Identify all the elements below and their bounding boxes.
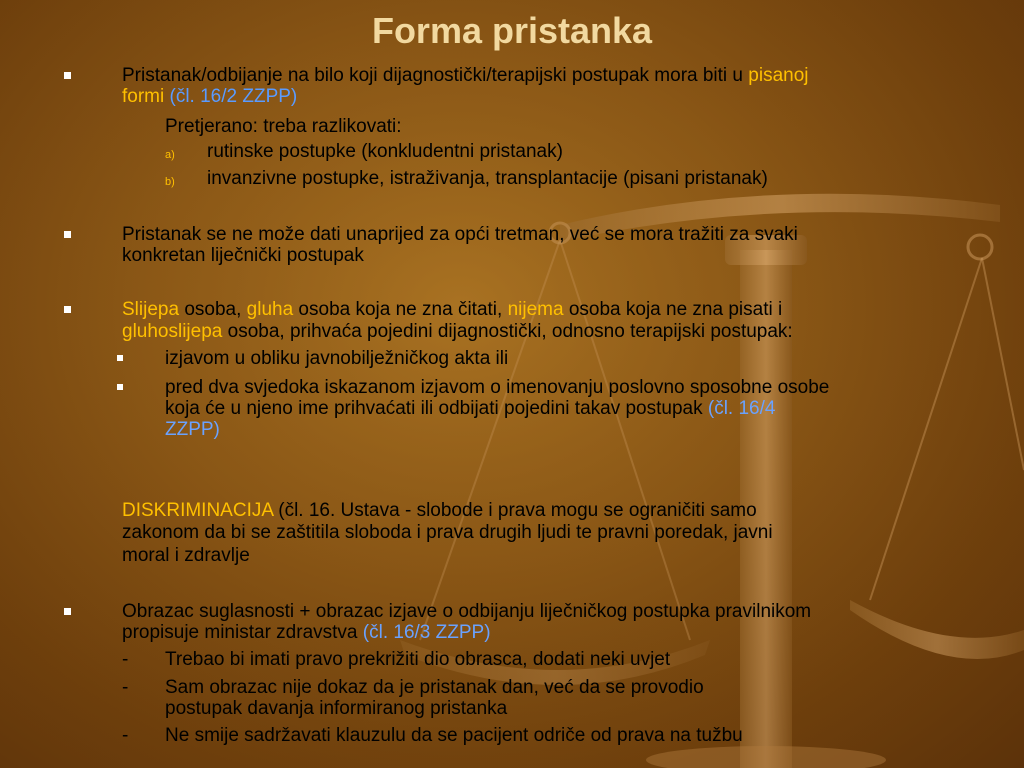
- bullet-3-text: osoba, prihvaća pojedini dijagnostički, odnosno terapijski postupak:: [222, 321, 793, 342]
- sub-bullet-1: izjavom u obliku javnobilježničkog akta ili: [165, 348, 509, 369]
- list-item-a: rutinske postupke (konkludentni pristanak): [207, 141, 563, 162]
- dash-item-2-line-2: postupak davanja informiranog pristanka: [165, 698, 508, 719]
- bullet-3-line-2: [122, 321, 793, 343]
- discrimination-line-3: moral i zdravlje: [122, 545, 250, 566]
- law-reference: (čl. 16/3 ZZPP): [362, 622, 491, 643]
- list-item-b: invanzivne postupke, istraživanja, transplantacije (pisani pristanak): [207, 168, 768, 189]
- sub-bullet-2-text: koja će u njeno ime prihvaćati ili odbijati pojedini takav postupak: [165, 398, 708, 419]
- list-label-a: a): [165, 149, 175, 161]
- dash-marker: -: [122, 677, 129, 698]
- sub-bullet-square: [117, 384, 123, 390]
- law-reference: (čl. 16/2 ZZPP): [164, 86, 298, 107]
- discrimination-line-2: zakonom da bi se zaštitila sloboda i prava drugih ljudi te pravni poredak, javni: [122, 522, 773, 543]
- dash-marker: -: [122, 649, 129, 670]
- sub-bullet-2-line-2: [165, 398, 775, 420]
- sub-bullet-square: [117, 355, 123, 361]
- law-reference-cont: ZZPP): [165, 419, 220, 440]
- dash-item-1: Trebao bi imati pravo prekrižiti dio obrasca, dodati neki uvjet: [165, 649, 671, 670]
- highlight-slijepa: Slijepa: [122, 299, 180, 320]
- bullet-square: [64, 306, 71, 313]
- bullet-2-line-1: Pristanak se ne može dati unaprijed za opći tretman, već se mora tražiti za svaki: [122, 224, 798, 245]
- bullet-2-line-2: konkretan liječnički postupak: [122, 245, 364, 266]
- highlight-diskriminacija: DISKRIMINACIJA: [122, 500, 273, 521]
- bullet-square: [64, 72, 71, 79]
- dash-item-2-line-1: Sam obrazac nije dokaz da je pristanak dan, već da se provodio: [165, 677, 704, 698]
- bullet-4-line-2: [122, 622, 491, 644]
- discrimination-line-1: [122, 500, 757, 522]
- highlight-formi: formi: [122, 86, 165, 107]
- dash-marker: -: [122, 725, 129, 746]
- highlight-nijema: nijema: [507, 299, 564, 320]
- bullet-1-text: Pristanak/odbijanje na bilo koji dijagnostički/terapijski postupak mora biti u: [122, 65, 749, 86]
- highlight-pisanoj: pisanoj: [748, 65, 809, 86]
- list-label-b: b): [165, 176, 175, 188]
- bullet-square: [64, 231, 71, 238]
- discrimination-text: (čl. 16. Ustava - slobode i prava mogu se ograničiti samo: [272, 500, 757, 521]
- bullet-1-subtext: Pretjerano: treba razlikovati:: [165, 116, 402, 137]
- bullet-1-line-1: [122, 65, 809, 87]
- sub-bullet-2-line-1: pred dva svjedoka iskazanom izjavom o imenovanju poslovno sposobne osobe: [165, 377, 830, 398]
- bullet-square: [64, 608, 71, 615]
- bullet-1-line-2: [122, 86, 297, 108]
- bullet-4-line-1: Obrazac suglasnosti + obrazac izjave o odbijanju liječničkog postupka pravilnikom: [122, 601, 812, 622]
- highlight-gluhoslijepa: gluhoslijepa: [122, 321, 223, 342]
- bullet-3-line-1: [122, 299, 782, 321]
- bullet-4-text: propisuje ministar zdravstva: [122, 622, 363, 643]
- slide-title: Forma pristanka: [371, 10, 653, 51]
- bullet-3-text: osoba koja ne zna čitati,: [293, 299, 508, 320]
- law-reference: (čl. 16/4: [707, 398, 776, 419]
- bullet-3-text: osoba,: [179, 299, 247, 320]
- highlight-gluha: gluha: [246, 299, 294, 320]
- bullet-3-text: osoba koja ne zna pisati i: [563, 299, 783, 320]
- dash-item-3: Ne smije sadržavati klauzulu da se pacijent odriče od prava na tužbu: [165, 725, 743, 746]
